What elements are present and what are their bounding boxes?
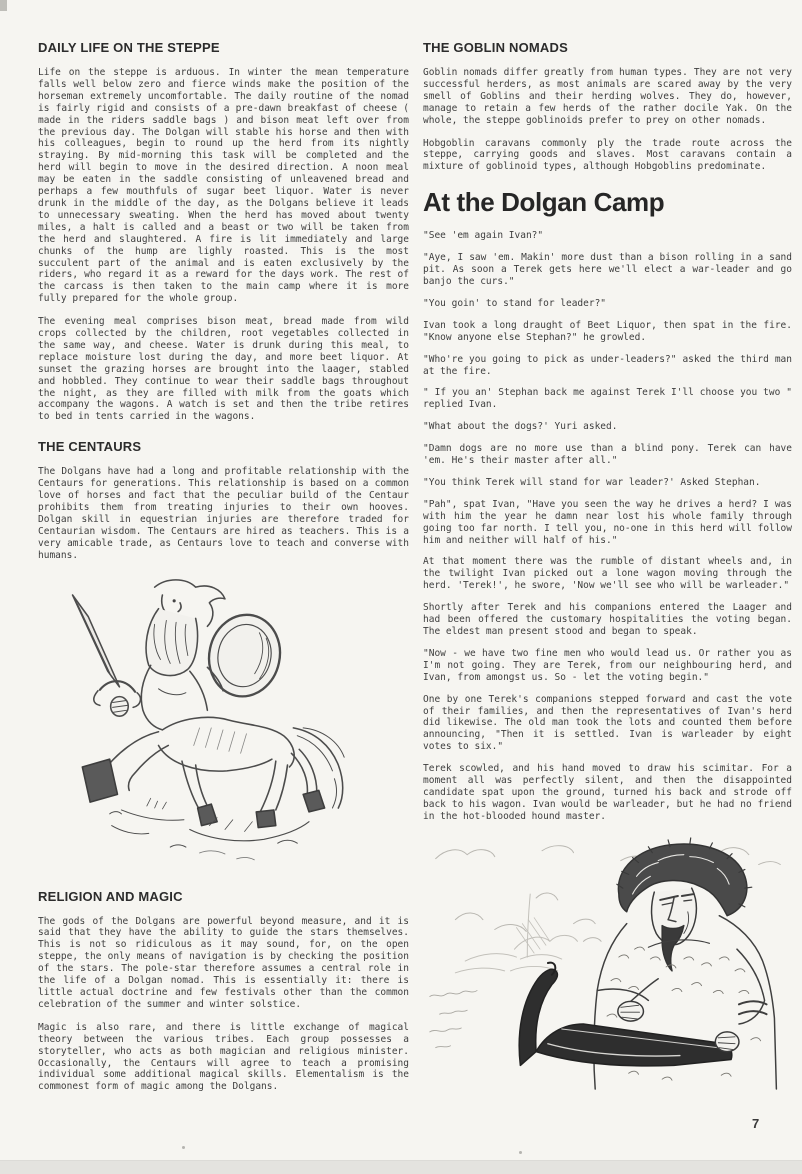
- story-paragraph: "What about the dogs?' Yuri asked.: [423, 421, 618, 433]
- scan-edge-artifact: [0, 0, 7, 11]
- page-number: 7: [752, 1116, 760, 1131]
- story-paragraph: Ivan took a long draught of Beet Liquor, then spat in the fire. "Know anyone else Stephan?" he growled.: [423, 319, 792, 343]
- story-paragraph: "You goin' to stand for leader?": [423, 297, 607, 309]
- story-paragraph: "See 'em again Ivan?": [423, 230, 544, 242]
- daily-life-paragraph-1: Life on the steppe is arduous. In winter the mean temperature falls well below zero and fierce winds make the position of the horseman extremely uncomfortable. The daily routine of the nomad is fairly rigid and consists of a pre-dawn breakfast of cheese ( made in the riders saddle bags ) and bison meat left over from the previous day. The Dolgan will stable his horse and then with his colleagues, begin to round up the herd from its nightly straying. By mid-morning this task will be completed and the herd will begin to move in the desired direction. A noon meal may be eaten in the saddle consisting of unleavened bread and perhaps a few mouthfuls of sugar beet liquor. Water is never drunk in the middle of the day, as the Dolgans believe it leads to unnecessary sweating. When the herd has moved about twenty miles, a halt is called and a beast or two will be taken from the herd and slaughtered. A fire is lit immediately and large chunks of the hump are lighly roasted. This is the most succulent part of the animal and is eaten exclusively by the riders, who regard it as a reward for the days work. The rest of the carcass is then taken to the main camp where it is more fully prepared for the whole group.: [38, 67, 409, 305]
- section-heading-centaurs: THE CENTAURS: [38, 439, 142, 455]
- ink-speck: [519, 1151, 522, 1154]
- left-column: [38, 40, 409, 1104]
- religion-paragraph-2: Magic is also rare, and there is little exchange of magical theory between the various tribes. Each group possesses a storyteller, who acts as both magician and religious minister. Occasionally, the Centaurs will agree to teach a promising individual some additional magical skills. Elementalism is the commonest form of magic among the Dolgans.: [38, 1021, 409, 1093]
- story-paragraph: One by one Terek's companions stepped forward and cast the vote of their families, and then the representatives of Ivan's herd did likewise. The old man took the lots and counted them before announcing, "Then it is settled. Ivan is warleader by eight votes to six.": [423, 693, 792, 753]
- daily-life-paragraph-2: The evening meal comprises bison meat, bread made from wild crops collected by the children, root vegetables collected in the same way, and cheese. Water is drunk during this meal, to replace moisture lost during the day, and more beet liquor. At sunset the grazing horses are brought into the laager, stabled and hobbled. They continue to wear their saddle bags throughout the night, as they are filled with milk from the goats which accompany the wagons. A watch is set and then the tribe retires to bed in tents carried in the wagons.: [38, 316, 409, 423]
- centaur-illustration: [53, 573, 395, 873]
- right-column: [423, 40, 792, 1097]
- story-paragraph: " If you an' Stephan back me against Terek I'll choose you two " replied Ivan.: [423, 387, 792, 411]
- goblin-paragraph-1: Goblin nomads differ greatly from human types. They are not very successful herders, as most animals are scared away by the very smell of Goblins and their herding wolves. They do, however, manage to retain a few herds of the rather docile Yak. On the whole, the steppe goblinoids prefer to prey on other nomads.: [423, 67, 792, 126]
- story-paragraph: "Now - we have two fine men who would lead us. Or rather you as I'm not going. They are Terek, from our neighbouring herd, and Ivan, from amongst us. So - let the voting begin.": [423, 647, 792, 683]
- section-heading-goblin-nomads: THE GOBLIN NOMADS: [423, 40, 568, 55]
- story-paragraph: "Pah", spat Ivan, "Have you seen the way he drives a herd? I was with him the year he damn near lost his whole family through going too far north. I tell you, no-one in this herd will follow him and neither will half of his.": [423, 498, 792, 546]
- story-paragraph: Shortly after Terek and his companions entered the Laager and had been offered the customary hospitalities the voting began. The eldest man present stood and began to speak.: [423, 602, 792, 637]
- story-paragraph: "You think Terek will stand for war leader?' Asked Stephan.: [423, 476, 761, 488]
- section-heading-religion: RELIGION AND MAGIC: [38, 888, 183, 904]
- ink-speck: [182, 1146, 185, 1149]
- chapter-heading-dolgan-camp: At the Dolgan Camp: [423, 187, 665, 218]
- story-paragraph: Terek scowled, and his hand moved to draw his scimitar. For a moment all was perfectly silent, and then the disappointed candidate spat upon the ground, turned his back and strode off back to his wagon. Ivan would be warleader, but he had no friend in the hot-blooded hound master.: [423, 763, 792, 822]
- story-paragraph: "Aye, I saw 'em. Makin' more dust than a bison rolling in a sand pit. As soon a Terek gets here we'll elect a war-leader and go banjo the curs.": [423, 252, 792, 287]
- scan-bottom-edge: [0, 1160, 802, 1174]
- section-heading-daily-life: DAILY LIFE ON THE STEPPE: [38, 40, 220, 55]
- religion-paragraph-1: The gods of the Dolgans are powerful beyond measure, and it is said that they have the ability to guide the stars themselves. This is not so ridiculous as it may sound, for, on the open steppe, the only means of navigation is by checking the position of the stars. The pole-star therefore assumes a central role in the life of a Dolgan nomad. This is essentially it: there is little actual doctrine and few festivals other than the common celebration of the summer and winter solstice.: [38, 915, 409, 1010]
- story-paragraph: "Who're you going to pick as under-leaders?" asked the third man at the fire.: [423, 353, 792, 377]
- dolgan-camp-story: [423, 230, 792, 822]
- story-paragraph: "Damn dogs are no more use than a blind pony. Terek can have 'em. He's their master after all.": [423, 443, 792, 467]
- centaurs-paragraph: The Dolgans have had a long and profitable relationship with the Centaurs for generations. This relationship is based on a common love of horses and fact that the peculiar build of the Centaur prohibits them from treating injuries to their own hooves. Dolgan skill in equestrian injuries are therefore traded for Centaurian wisdom. The Centaurs are hired as teachers. This is a very amicable trade, as Centaurs love to teach and converse with humans.: [38, 466, 409, 561]
- story-paragraph: At that moment there was the rumble of distant wheels and, in the twilight Ivan picked out a lone wagon moving through the herd. 'Terek!', he swore, 'Now we'll see who will be warleader.": [423, 556, 792, 592]
- goblin-paragraph-2: Hobgoblin caravans commonly ply the trade route across the steppe, carrying goods and slaves. Most caravans contain a mixture of goblinoid types, although Hobgoblins predominate.: [423, 137, 792, 173]
- nomad-illustration: [425, 833, 791, 1091]
